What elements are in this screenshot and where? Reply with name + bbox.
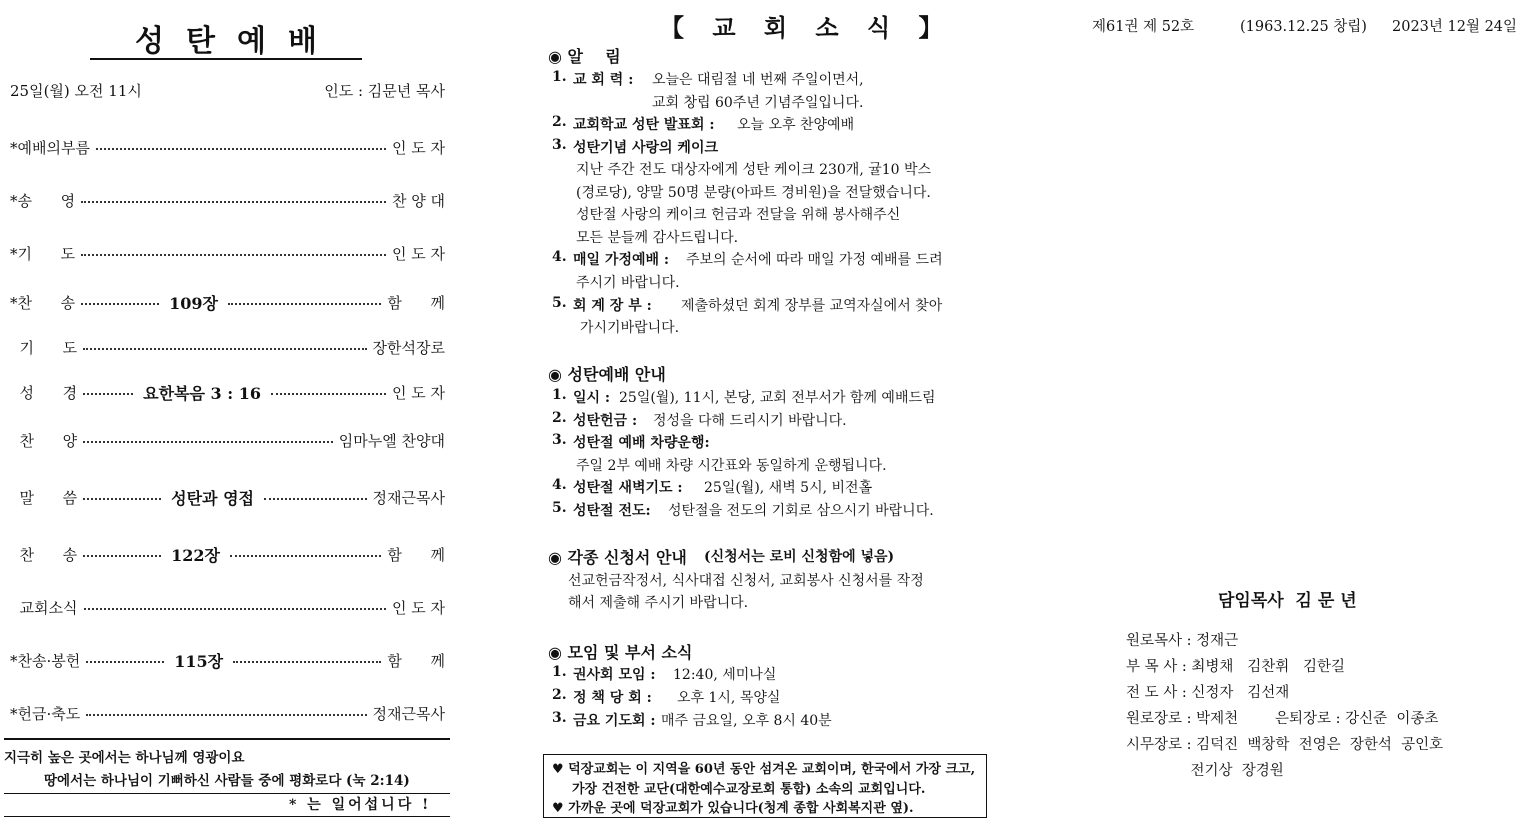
order-person: 찬 양 대 bbox=[391, 191, 445, 210]
dot-leader bbox=[86, 714, 366, 716]
notice-number: 2. bbox=[552, 114, 567, 130]
notice-head: 매일 가정예배 : bbox=[573, 252, 670, 268]
dot-leader bbox=[81, 201, 386, 203]
xmas-head: 일시 : bbox=[573, 390, 611, 406]
order-person: 인 도 자 bbox=[391, 138, 445, 157]
info-line-3: ♥ 가까운 곳에 덕장교회가 있습니다(청계 종합 사회복지관 옆). bbox=[552, 801, 914, 816]
dot-leader bbox=[228, 303, 381, 305]
notice-text: 가시기바랍니다. bbox=[580, 320, 680, 336]
xmas-text: 성탄절을 전도의 기회로 삼으시기 바랍니다. bbox=[668, 503, 934, 519]
dot-leader bbox=[83, 348, 366, 350]
order-person: 인 도 자 bbox=[391, 598, 445, 617]
xmas-text: 25일(월), 11시, 본당, 교회 전부서가 함께 예배드림 bbox=[619, 390, 936, 406]
order-row bbox=[10, 379, 445, 405]
xmas-number: 3. bbox=[552, 432, 567, 448]
meeting-text: 매주 금요일, 오후 8시 40분 bbox=[661, 713, 832, 729]
notice-heading: ◉ 알 림 bbox=[548, 47, 621, 66]
order-person: 정재근목사 bbox=[372, 488, 445, 507]
order-row bbox=[10, 484, 445, 510]
order-row bbox=[10, 594, 445, 620]
dot-leader bbox=[83, 441, 333, 443]
xmas-text: 25일(월), 새벽 5시, 비전홀 bbox=[704, 480, 873, 496]
senior-pastor: 담임목사 김 문 년 bbox=[1218, 591, 1357, 611]
xmas-head: 성탄절 예배 차량운행: bbox=[573, 435, 710, 451]
notice-text: (경로당), 양말 50명 분량(아파트 경비원)을 전달했습니다. bbox=[576, 185, 931, 201]
meetings-heading: ◉ 모임 및 부서 소식 bbox=[548, 643, 693, 662]
forms-heading: ◉ 각종 신청서 안내 bbox=[548, 548, 687, 567]
forms-heading-note: (신청서는 로비 신청함에 넣음) bbox=[704, 549, 895, 565]
order-item: 109장 bbox=[169, 293, 218, 313]
order-person: 함 께 bbox=[387, 293, 445, 312]
notice-text: 성탄절 사랑의 케이크 헌금과 전달을 위해 봉사해주신 bbox=[576, 207, 901, 223]
meeting-text: 12:40, 세미나실 bbox=[673, 667, 777, 683]
order-person: 장한석장로 bbox=[372, 338, 445, 357]
order-row bbox=[10, 427, 445, 453]
order-label: 교회소식 bbox=[10, 598, 78, 617]
order-label: 말 씀 bbox=[10, 488, 78, 507]
dot-leader bbox=[81, 254, 386, 256]
service-time: 25일(월) 오전 11시 bbox=[10, 82, 142, 100]
notice-head: 교 회 력 : bbox=[573, 72, 634, 88]
dot-leader bbox=[230, 555, 381, 557]
notice-text: 제출하셨던 회계 장부를 교역자실에서 찾아 bbox=[681, 298, 943, 314]
order-person: 함 께 bbox=[387, 545, 445, 564]
order-person: 정재근목사 bbox=[372, 704, 445, 723]
notice-text: 교회 창립 60주년 기념주일입니다. bbox=[652, 95, 864, 111]
order-row bbox=[10, 187, 445, 213]
xmas-text: 주일 2부 예배 차량 시간표와 동일하게 운행됩니다. bbox=[576, 458, 887, 474]
staff-row: 원로목사 : 정재근 bbox=[1126, 633, 1239, 649]
xmas-number: 1. bbox=[552, 387, 567, 403]
order-row bbox=[10, 240, 445, 266]
order-row bbox=[10, 700, 445, 726]
order-item: 115장 bbox=[174, 651, 224, 671]
meeting-head: 정 책 당 회 : bbox=[573, 690, 652, 706]
info-line-2: 가장 건전한 교단(대한예수교장로회 통합) 소속의 교회입니다. bbox=[572, 782, 926, 797]
notice-text: 모든 분들께 감사드립니다. bbox=[576, 230, 739, 246]
meeting-number: 3. bbox=[552, 710, 567, 726]
notice-number: 4. bbox=[552, 249, 567, 265]
dot-leader bbox=[264, 498, 367, 500]
xmas-head: 성탄절 전도: bbox=[573, 503, 651, 519]
staff-row: 부 목 사 : 최병채 김찬휘 김한길 bbox=[1126, 659, 1346, 675]
order-label: 찬 양 bbox=[10, 431, 78, 450]
order-item: 요한복음 3 : 16 bbox=[143, 383, 261, 403]
order-label: 찬 송 bbox=[10, 545, 78, 564]
closing-verse bbox=[4, 738, 450, 794]
order-label: 성 경 bbox=[10, 383, 78, 402]
bulletin-date: 2023년 12월 24일 bbox=[1392, 19, 1518, 35]
meeting-number: 1. bbox=[552, 664, 567, 680]
xmas-number: 2. bbox=[552, 410, 567, 426]
notice-number: 5. bbox=[552, 295, 567, 311]
notice-text: 지난 주간 전도 대상자에게 성탄 케이크 230개, 귤10 박스 bbox=[576, 162, 932, 178]
meeting-head: 금요 기도회 : bbox=[573, 713, 656, 729]
dot-leader bbox=[83, 555, 161, 557]
volume-number: 제61권 제 52호 bbox=[1092, 19, 1195, 35]
dot-leader bbox=[233, 661, 381, 663]
service-leader: 인도 : 김문년 목사 bbox=[324, 82, 445, 100]
notice-text: 주시기 바랍니다. bbox=[576, 275, 680, 291]
dot-leader bbox=[271, 393, 386, 395]
stand-note-row bbox=[4, 794, 450, 817]
info-line-1: ♥ 덕장교회는 이 지역을 60년 동안 섬겨온 교회이며, 한국에서 가장 크고, bbox=[552, 762, 976, 777]
order-label: 기 도 bbox=[10, 338, 78, 357]
xmas-number: 4. bbox=[552, 477, 567, 493]
notice-number: 1. bbox=[552, 69, 567, 85]
order-person: 인 도 자 bbox=[391, 383, 445, 402]
order-row bbox=[10, 334, 445, 360]
order-label: *찬 송 bbox=[10, 293, 76, 312]
order-row bbox=[10, 647, 445, 673]
stand-note: * 는 일어섭니다 ! bbox=[289, 797, 432, 813]
order-label: *송 영 bbox=[10, 191, 76, 210]
notice-head: 회 계 장 부 : bbox=[573, 298, 652, 314]
order-label: *예배의부름 bbox=[10, 138, 90, 157]
verse-line-2: 땅에서는 하나님이 기뻐하신 사람들 중에 평화로다 (눅 2:14) bbox=[44, 773, 410, 789]
order-row bbox=[10, 541, 445, 567]
order-row bbox=[10, 289, 445, 315]
dot-leader bbox=[96, 148, 386, 150]
staff-row: 전 도 사 : 신정자 김선재 bbox=[1126, 685, 1290, 701]
dot-leader bbox=[86, 661, 164, 663]
order-item: 122장 bbox=[171, 545, 220, 565]
title-underline bbox=[90, 58, 362, 60]
dot-leader bbox=[83, 393, 133, 395]
dot-leader bbox=[84, 608, 386, 610]
notice-head: 교회학교 성탄 발표회 : bbox=[573, 117, 715, 133]
meeting-text: 오후 1시, 목양실 bbox=[677, 690, 781, 706]
xmas-number: 5. bbox=[552, 500, 567, 516]
staff-row: 전기상 장경원 bbox=[1126, 763, 1284, 779]
notice-text: 오늘은 대림절 네 번째 주일이면서, bbox=[652, 72, 864, 88]
xmas-text: 정성을 다해 드리시기 바랍니다. bbox=[653, 413, 847, 429]
order-label: *헌금·축도 bbox=[10, 704, 81, 723]
meeting-head: 권사회 모임 : bbox=[573, 667, 656, 683]
order-label: *기 도 bbox=[10, 244, 76, 263]
service-title: 성탄예배 bbox=[135, 24, 339, 59]
notice-head: 성탄기념 사랑의 케이크 bbox=[573, 140, 718, 156]
forms-text: 선교헌금작정서, 식사대접 신청서, 교회봉사 신청서를 작정 bbox=[568, 573, 924, 589]
order-person: 인 도 자 bbox=[391, 244, 445, 263]
xmas-head: 성탄헌금 : bbox=[573, 413, 638, 429]
order-label: *찬송·봉헌 bbox=[10, 651, 81, 670]
notice-text: 주보의 순서에 따라 매일 가정 예배를 드려 bbox=[686, 252, 943, 268]
verse-line-1: 지극히 높은 곳에서는 하나님께 영광이요 bbox=[4, 750, 245, 766]
dot-leader bbox=[83, 498, 161, 500]
forms-text: 해서 제출해 주시기 바랍니다. bbox=[568, 595, 749, 611]
staff-row: 시무장로 : 김덕진 백창학 전영은 장한석 공인호 bbox=[1126, 737, 1444, 753]
xmas-head: 성탄절 새벽기도 : bbox=[573, 480, 683, 496]
staff-row: 원로장로 : 박제천 은퇴장로 : 강신준 이종초 bbox=[1126, 711, 1439, 727]
notice-text: 오늘 오후 찬양예배 bbox=[737, 117, 855, 133]
dot-leader bbox=[81, 303, 159, 305]
order-person: 임마누엘 찬양대 bbox=[338, 431, 445, 450]
founded-date: (1963.12.25 창립) bbox=[1240, 19, 1367, 35]
church-info-box bbox=[543, 754, 987, 818]
order-item: 성탄과 영접 bbox=[171, 488, 254, 508]
order-row bbox=[10, 134, 445, 160]
meeting-number: 2. bbox=[552, 687, 567, 703]
news-title: 【 교 회 소 식 】 bbox=[660, 13, 953, 42]
notice-number: 3. bbox=[552, 137, 567, 153]
xmas-heading: ◉ 성탄예배 안내 bbox=[548, 365, 666, 384]
order-person: 함 께 bbox=[387, 651, 445, 670]
